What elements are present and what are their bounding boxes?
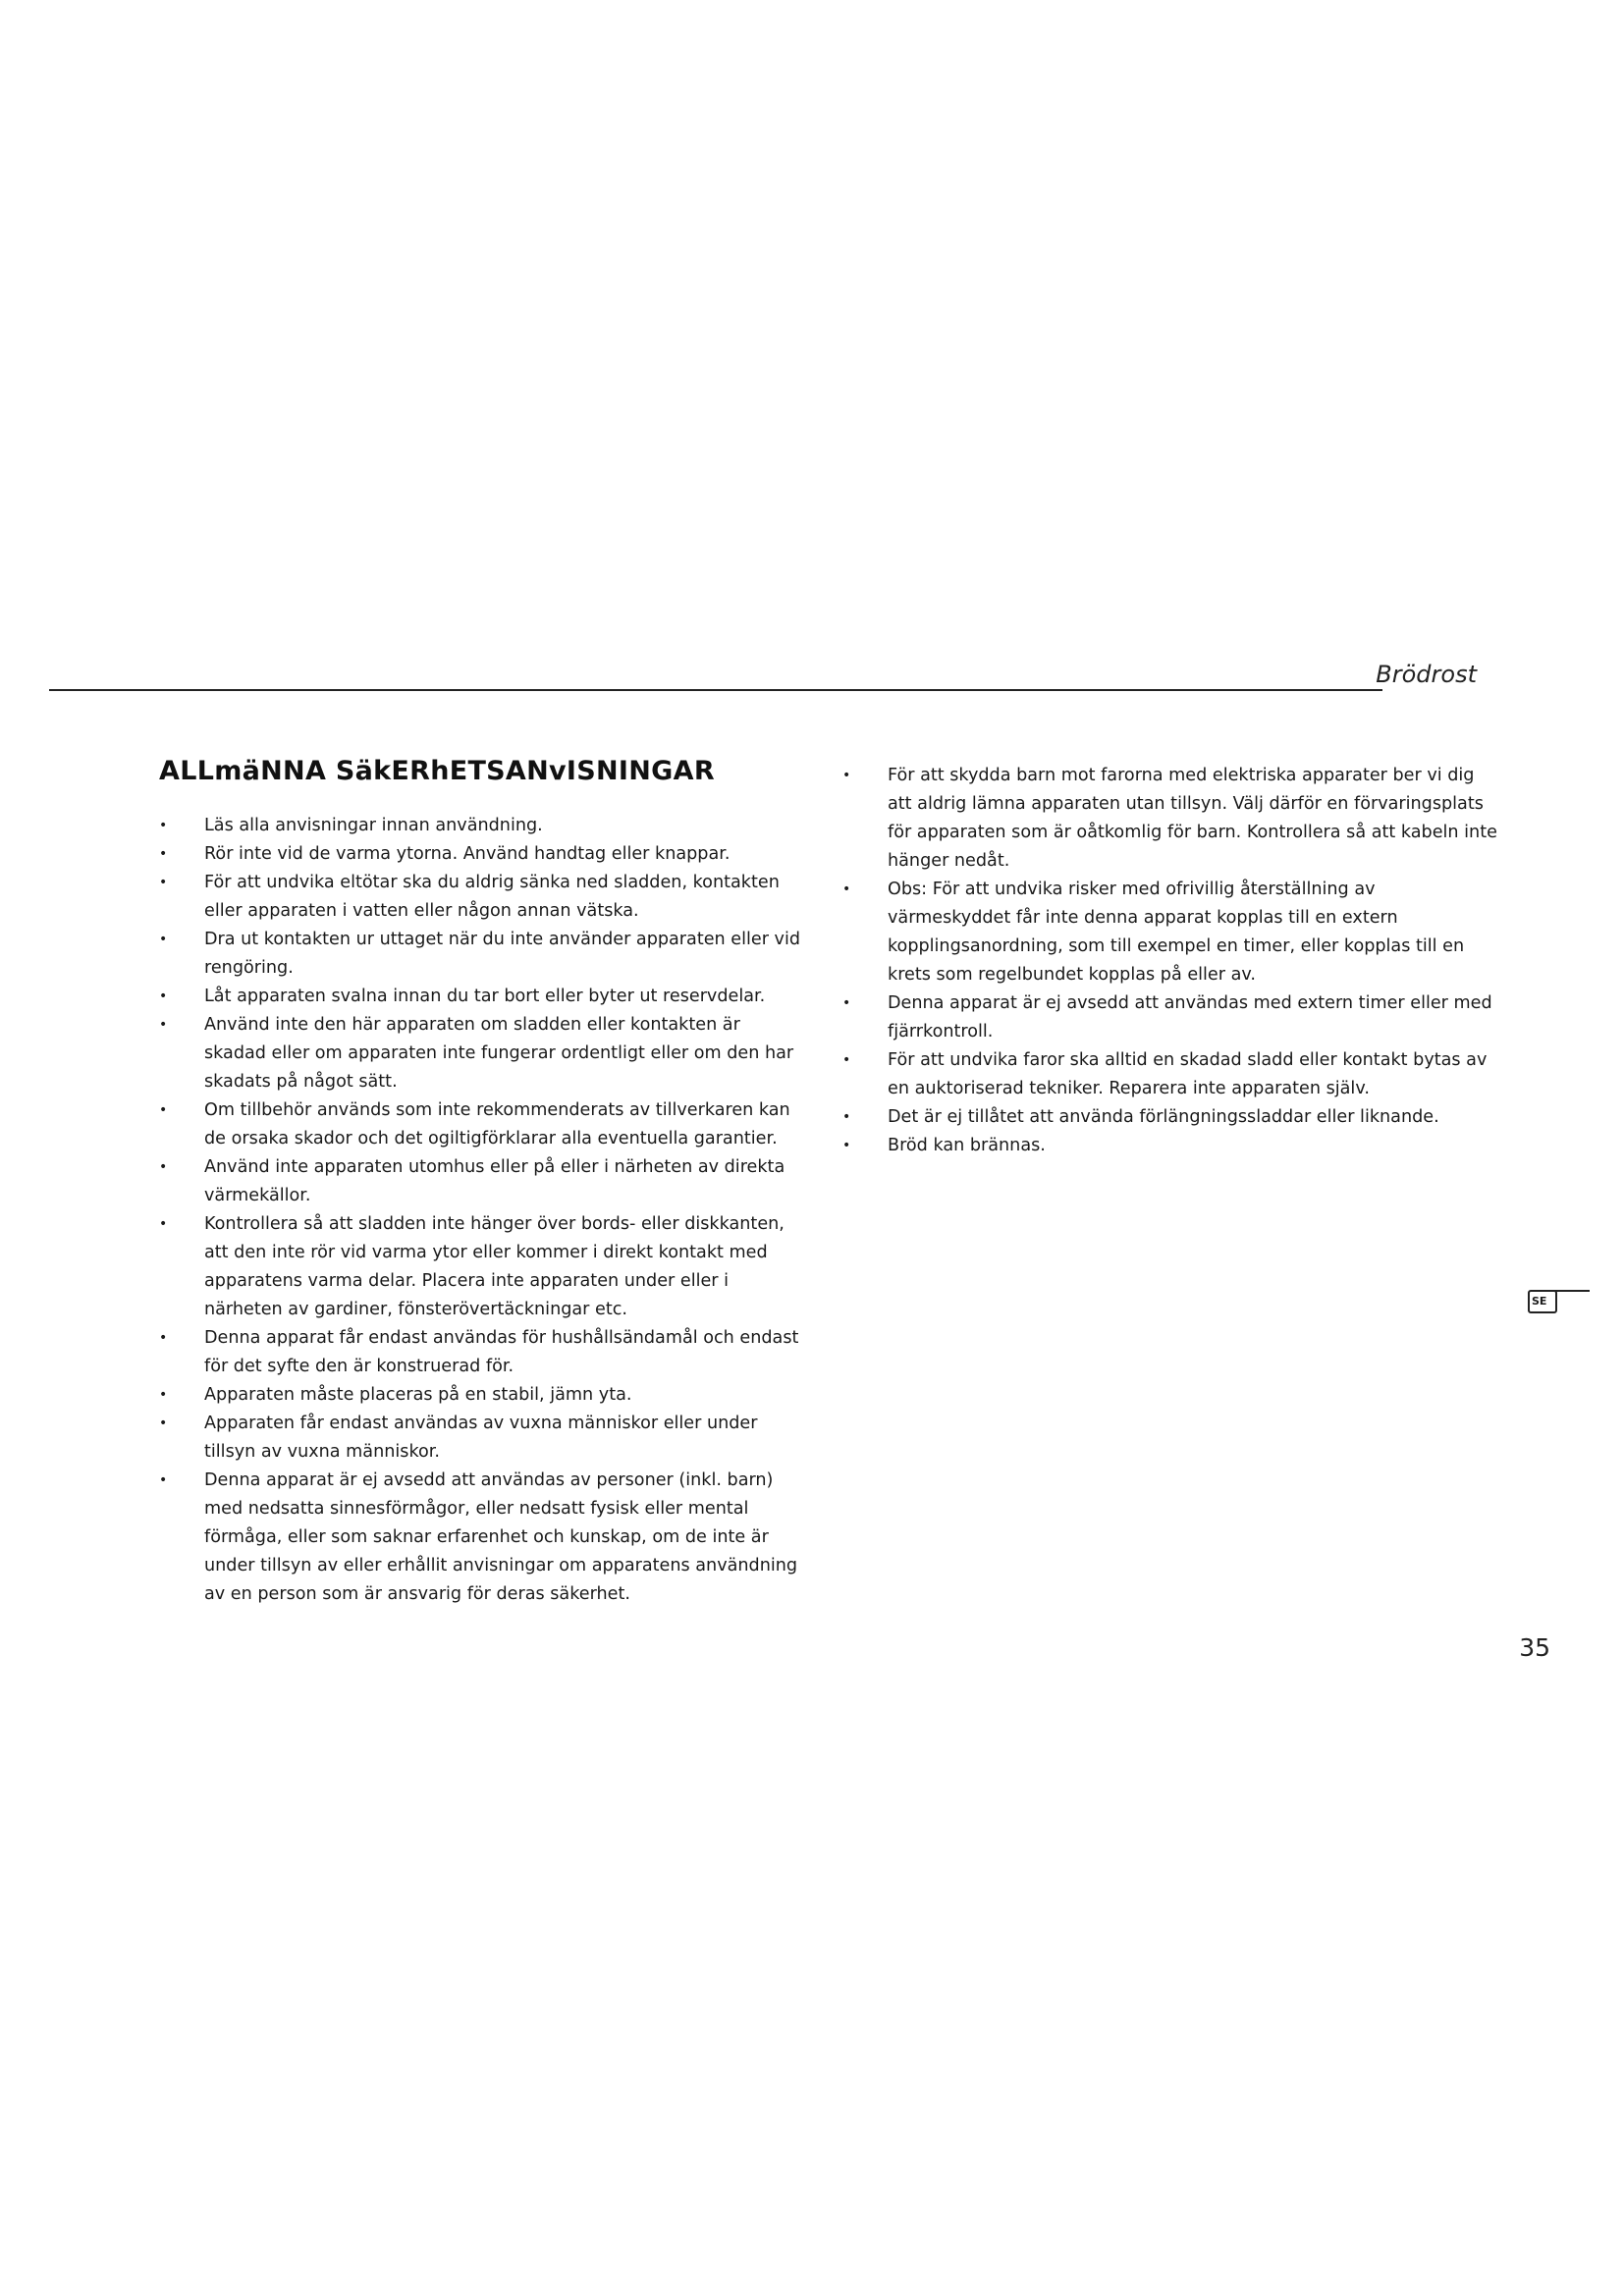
header-rule	[49, 689, 1382, 691]
bullet-icon: •	[842, 1138, 851, 1153]
list-item: • Använd inte apparaten utomhus eller på eller i närheten av direkta värmekällor.	[159, 1153, 807, 1210]
list-item: • Läs alla anvisningar innan användning.	[159, 812, 807, 840]
bullet-icon: •	[159, 846, 168, 862]
safety-list-left	[159, 812, 807, 1609]
page-number: 35	[1519, 1633, 1550, 1662]
bullet-icon: •	[159, 1415, 168, 1431]
list-item: • Apparaten får endast användas av vuxna människor eller under tillsyn av vuxna människor.	[159, 1410, 807, 1467]
left-column	[159, 756, 807, 1609]
list-item: • Denna apparat är ej avsedd att användas med extern timer eller med fjärrkontroll.	[842, 989, 1500, 1046]
list-item: • Apparaten måste placeras på en stabil, jämn yta.	[159, 1381, 807, 1410]
safety-list-right	[842, 762, 1500, 1160]
list-item: • Dra ut kontakten ur uttaget när du inte använder apparaten eller vid rengöring.	[159, 926, 807, 983]
bullet-icon: •	[842, 1052, 851, 1068]
right-column	[842, 762, 1500, 1160]
bullet-icon: •	[159, 875, 168, 890]
list-item: • Denna apparat får endast användas för hushållsändamål och endast för det syfte den är konstruerad för.	[159, 1324, 807, 1381]
bullet-icon: •	[159, 1102, 168, 1118]
list-item: • Obs: För att undvika risker med ofrivillig återställning av värmeskyddet får inte denna apparat kopplas till en extern kopplingsanordning, som till exempel en timer, eller kopplas till en krets som regelbundet kopplas på eller av.	[842, 876, 1500, 989]
bullet-icon: •	[842, 768, 851, 783]
list-item: • För att undvika faror ska alltid en skadad sladd eller kontakt bytas av en auktoriserad tekniker. Reparera inte apparaten själv.	[842, 1046, 1500, 1103]
bullet-icon: •	[842, 881, 851, 897]
bullet-icon: •	[159, 932, 168, 947]
list-item: • Kontrollera så att sladden inte hänger över bords- eller diskkanten, att den inte rör vid varma ytor eller kommer i direkt kontakt med apparatens varma delar. Placera inte apparaten under eller i närheten av gardiner, fönsterövertäckningar etc.	[159, 1210, 807, 1324]
bullet-icon: •	[159, 1330, 168, 1346]
list-item: • Det är ej tillåtet att använda förlängningssladdar eller liknande.	[842, 1103, 1500, 1132]
header-title: Brödrost	[1376, 661, 1477, 688]
bullet-icon: •	[159, 988, 168, 1004]
bullet-icon: •	[159, 1017, 168, 1033]
list-item: • Rör inte vid de varma ytorna. Använd handtag eller knappar.	[159, 840, 807, 869]
language-tab-rule	[1554, 1290, 1590, 1292]
list-item: • För att skydda barn mot farorna med elektriska apparater ber vi dig att aldrig lämna apparaten utan tillsyn. Välj därför en förvaringsplats för apparaten som är oåtkomlig för barn. Kontrollera så att kabeln inte hänger nedåt.	[842, 762, 1500, 876]
list-item: • Bröd kan brännas.	[842, 1132, 1500, 1160]
list-item: • För att undvika eltötar ska du aldrig sänka ned sladden, kontakten eller apparaten i vatten eller någon annan vätska.	[159, 869, 807, 926]
list-item: • Låt apparaten svalna innan du tar bort eller byter ut reservdelar.	[159, 983, 807, 1011]
list-item: • Om tillbehör används som inte rekommenderats av tillverkaren kan de orsaka skador och det ogiltigförklarar alla eventuella garantier.	[159, 1096, 807, 1153]
bullet-icon: •	[159, 1472, 168, 1488]
bullet-icon: •	[842, 1109, 851, 1125]
bullet-icon: •	[842, 995, 851, 1011]
bullet-icon: •	[159, 1216, 168, 1232]
language-tab: SE	[1528, 1290, 1557, 1313]
section-heading: ALLmäNNA SäkERhETSANvISNINGAR	[159, 756, 715, 786]
list-item: • Använd inte den här apparaten om sladden eller kontakten är skadad eller om apparaten inte fungerar ordentligt eller om den har skadats på något sätt.	[159, 1011, 807, 1096]
bullet-icon: •	[159, 818, 168, 833]
bullet-icon: •	[159, 1159, 168, 1175]
list-item: • Denna apparat är ej avsedd att användas av personer (inkl. barn) med nedsatta sinnesförmågor, eller nedsatt fysisk eller mental förmåga, eller som saknar erfarenhet och kunskap, om de inte är under tillsyn av eller erhållit anvisningar om apparatens användning av en person som är ansvarig för deras säkerhet.	[159, 1467, 807, 1609]
bullet-icon: •	[159, 1387, 168, 1403]
